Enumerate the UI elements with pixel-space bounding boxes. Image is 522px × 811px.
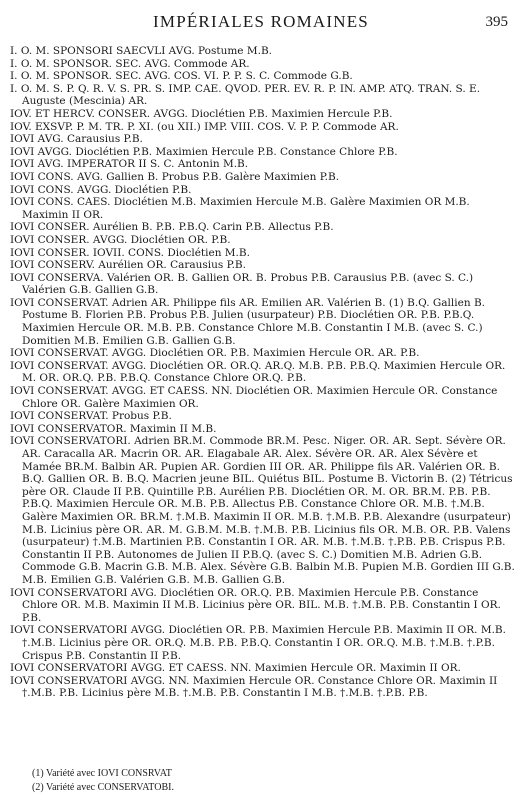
entry-list xyxy=(10,45,515,700)
list-item: IOVI CONSERVATORI AVG. Dioclétien OR. OR.Q. P.B. Maximien Hercule P.B. Constance Chlore OR. M.B. Maximin II M.B. Licinius père OR. BIL. M.B. †.M.B. P.B. Constantin I OR. P.B. xyxy=(10,586,501,624)
list-item: IOV. ET HERCV. CONSER. AVGG. Dioclétien P.B. Maximien Hercule P.B. xyxy=(10,107,393,120)
list-item: IOVI CONSERVA. Valérien OR. B. Gallien OR. B. Probus P.B. Carausius P.B. (avec S. C.) Valérien G.B. Gallien G.B. xyxy=(10,271,474,297)
list-item: I. O. M. SPONSOR. SEC. AVG. COS. VI. P. P. S. C. Commode G.B. xyxy=(10,70,353,83)
list-item: I. O. M. SPONSORI SAECVLI AVG. Postume M.B. xyxy=(10,45,272,57)
list-item: IOVI CONSERVAT. AVGG. ET CAESS. NN. Dioclétien OR. Maximien Hercule OR. Constance Chlore OR. Galère Maximien OR. xyxy=(10,385,498,410)
list-item: IOVI CONSERVATOR. Maximin II M.B. xyxy=(10,422,217,435)
list-item: I. O. M. SPONSOR. SEC. AVG. Commode AR. xyxy=(10,57,250,70)
list-item: IOVI CONSERV. Aurélien OR. Carausius P.B. xyxy=(10,259,246,272)
list-item: IOVI AVG. Carausius P.B. xyxy=(10,133,143,146)
list-item: IOVI CONS. AVG. Gallien B. Probus P.B. Galère Maximien P.B. xyxy=(10,170,340,183)
page-title: IMPÉRIALES ROMAINES xyxy=(153,12,369,31)
list-item: IOVI CONSERVATORI. Adrien BR.M. Commode BR.M. Pesc. Niger. OR. AR. Sept. Sévère OR. AR. Caracalla AR. Macrin OR. AR. Elagabale AR. Alex. Sévère OR. AR. Alex Sévère et Mamée BR.M. Balbin AR. Pupien AR. Gordien III OR. AR. Philippe fils AR. Valérien OR. B. B.Q. Gallien OR. B. B.Q. Macrien jeune BIL. Quiétus BIL. Postume B. Victorin B. (2) Tétricus père OR. Claude II P.B. Quintille P.B. Aurélien P.B. Dioclétien OR. M. OR. BR.M. P.B. P.B. P.B.Q. Maximien Hercule OR. M.B. P.B. Allectus P.B. Constance Chlore OR. M.B. †.M.B. Galère Maximien OR. BR.M. †.M.B. Maximin II OR. M.B. †.M.B. P.B. Alexandre (usurpateur) M.B. Licinius père OR. AR. M. G.B.M. M.B. †.M.B. P.B. Licinius fils OR. M.B. OR. P.B. Valens (usurpateur) †.M.B. Martinien P.B. Constantin I OR. AR. M.B. †.M.B. †.P.B. P.B. Crispus P.B. Constantin II P.B. Autonomes de Julien II P.B.Q. (avec S. C.) Domitien M.B. Adrien G.B. Commode G.B. Macrin G.B. M.B. Alex. Sévère G.B. Balbin M.B. Pupien M.B. Gordien III G.B. M.B. Emilien G.B. Valérien G.B. M.B. Gallien G.B. xyxy=(10,435,515,586)
page-number: 395 xyxy=(485,14,508,30)
list-item: IOVI CONSER. AVGG. Dioclétien OR. P.B. xyxy=(10,233,231,246)
list-item: IOVI CONSERVAT. Adrien AR. Philippe fils AR. Emilien AR. Valérien B. (1) B.Q. Gallien B. Postume B. Florien P.B. Probus P.B. Julien (usurpateur) P.B. Dioclétien OR. P.B. P.B.Q. Maximien Hercule OR. M.B. P.B. Constance Chlore M.B. Constantin I M.B. (avec S. C.) Domitien M.B. Emilien G.B. Gallien G.B. xyxy=(10,296,486,347)
list-item: IOVI CONS. AVGG. Dioclétien P.B. xyxy=(10,183,192,196)
list-item: IOVI AVGG. Dioclétien P.B. Maximien Hercule P.B. Constance Chlore P.B. xyxy=(10,145,398,158)
list-item: IOVI AVG. IMPERATOR II S. C. Antonin M.B. xyxy=(10,158,249,171)
list-item: IOVI CONSERVAT. AVGG. Dioclétien OR. OR.Q. AR.Q. M.B. P.B. P.B.Q. Maximien Hercule OR. M. OR. OR.Q. P.B. P.B.Q. Constance Chlore OR.Q. P.B. xyxy=(10,359,506,385)
list-item: IOVI CONSER. Aurélien B. P.B. P.B.Q. Carin P.B. Allectus P.B. xyxy=(10,221,334,234)
list-item: IOV. EXSVP. P. M. TR. P. XI. (ou XII.) IMP. VIII. COS. V. P. P. Commode AR. xyxy=(10,120,399,133)
footnote: (1) Variété avec IOVI CONSRVAT xyxy=(32,768,172,779)
list-item: IOVI CONSERVATORI AVGG. Dioclétien OR. P.B. Maximien Hercule P.B. Maximin II OR. M.B. †.M.B. Licinius père OR. OR.Q. M.B. P.B. P.B.Q. Constantin I OR. OR.Q. M.B. †.M.B. †.P.B. Crispus P.B. Constantin II P.B. xyxy=(10,624,506,662)
list-item: IOVI CONS. CAES. Dioclétien M.B. Maximien Hercule M.B. Galère Maximien OR M.B. Maximin II OR. xyxy=(10,196,470,221)
footnotes xyxy=(32,767,512,795)
page-header xyxy=(0,12,522,36)
list-item: IOVI CONSER. IOVII. CONS. Dioclétien M.B. xyxy=(10,246,250,259)
list-item: IOVI CONSERVATORI AVGG. NN. Maximien Hercule OR. Constance Chlore OR. Maximin II †.M.B. P.B. Licinius père M.B. †.M.B. P.B. Constantin I M.B. †.M.B. †.P.B. P.B. xyxy=(10,674,498,700)
list-item: I. O. M. S. P. Q. R. V. S. PR. S. IMP. CAE. QVOD. PER. EV. R. P. IN. AMP. ATQ. TRAN. S. E. Auguste (Mescinia) AR. xyxy=(10,82,481,108)
list-item: IOVI CONSERVAT. AVGG. Dioclétien OR. P.B. Maximien Hercule OR. AR. P.B. xyxy=(10,347,420,360)
list-item: IOVI CONSERVAT. Probus P.B. xyxy=(10,410,172,423)
footnote: (2) Variété avec CONSERVATOBI. xyxy=(32,782,174,793)
list-item: IOVI CONSERVATORI AVGG. ET CAESS. NN. Maximien Hercule OR. Maximin II OR. xyxy=(10,662,461,675)
